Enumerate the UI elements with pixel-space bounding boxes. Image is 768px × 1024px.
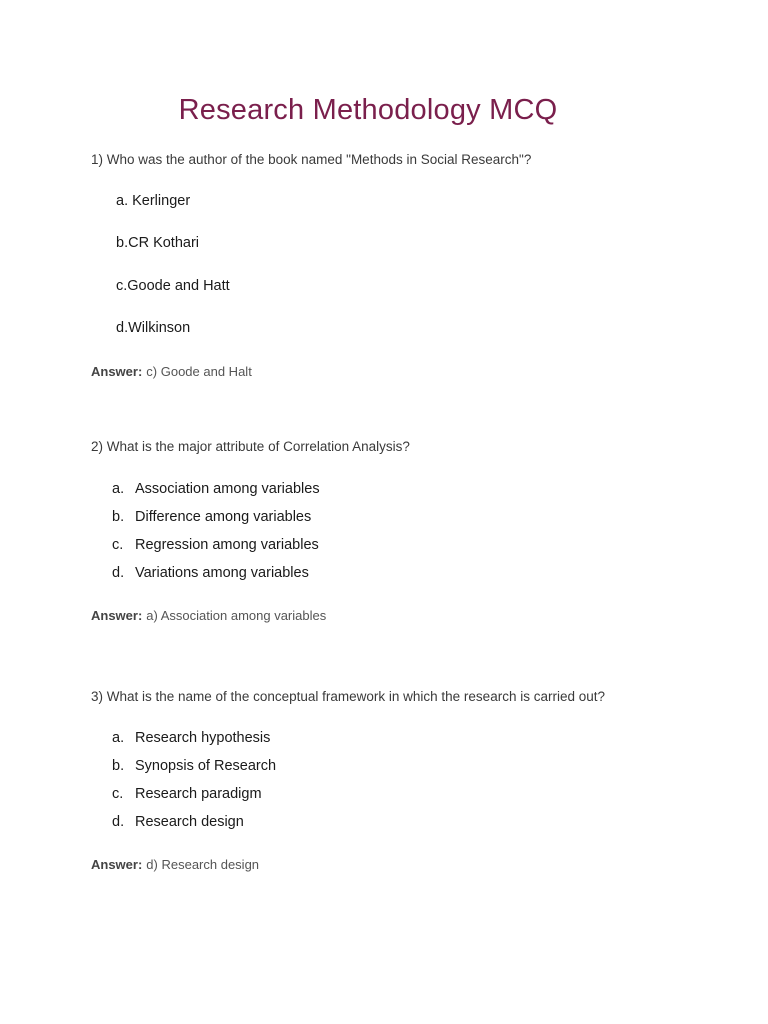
q2-option-c <box>112 537 319 553</box>
q3-answer <box>91 857 259 872</box>
option-text: Association among variables <box>135 481 320 497</box>
q1-option-d: d.Wilkinson <box>116 320 191 336</box>
q2-option-b <box>112 509 311 525</box>
answer-label: Answer: <box>91 857 143 872</box>
q2-option-a <box>112 481 320 497</box>
q1-answer <box>91 364 252 379</box>
option-marker: c. <box>112 537 124 553</box>
q1-option-c: c.Goode and Hatt <box>116 278 230 294</box>
option-marker: b. <box>112 509 125 525</box>
option-marker: d. <box>112 814 125 830</box>
option-marker: d. <box>112 565 125 581</box>
answer-text: d) Research design <box>146 857 260 872</box>
question-3: 3) What is the name of the conceptual framework in which the research is carried out? <box>91 689 605 704</box>
q2-option-d <box>112 565 309 581</box>
option-text: Research hypothesis <box>135 730 271 746</box>
answer-text: a) Association among variables <box>146 608 327 623</box>
q3-option-c <box>112 786 262 802</box>
option-marker: b. <box>112 758 125 774</box>
option-text: Regression among variables <box>135 537 319 553</box>
q1-option-a: a. Kerlinger <box>116 193 191 209</box>
option-marker: a. <box>112 481 125 497</box>
answer-label: Answer: <box>91 608 143 623</box>
option-text: Research paradigm <box>135 786 262 802</box>
option-text: Variations among variables <box>135 565 309 581</box>
option-text: Difference among variables <box>135 509 312 525</box>
q1-option-b: b.CR Kothari <box>116 235 200 251</box>
answer-label: Answer: <box>91 364 143 379</box>
option-marker: a. <box>112 730 125 746</box>
q3-option-d <box>112 814 244 830</box>
page-title: Research Methodology MCQ <box>178 94 558 126</box>
q2-answer <box>91 608 326 623</box>
q3-option-a <box>112 730 270 746</box>
answer-text: c) Goode and Halt <box>146 364 252 379</box>
q3-option-b <box>112 758 276 774</box>
question-2: 2) What is the major attribute of Correlation Analysis? <box>91 439 410 454</box>
option-marker: c. <box>112 786 124 802</box>
option-text: Research design <box>135 814 244 830</box>
option-text: Synopsis of Research <box>135 758 277 774</box>
question-1: 1) Who was the author of the book named "Methods in Social Research"? <box>91 152 532 167</box>
